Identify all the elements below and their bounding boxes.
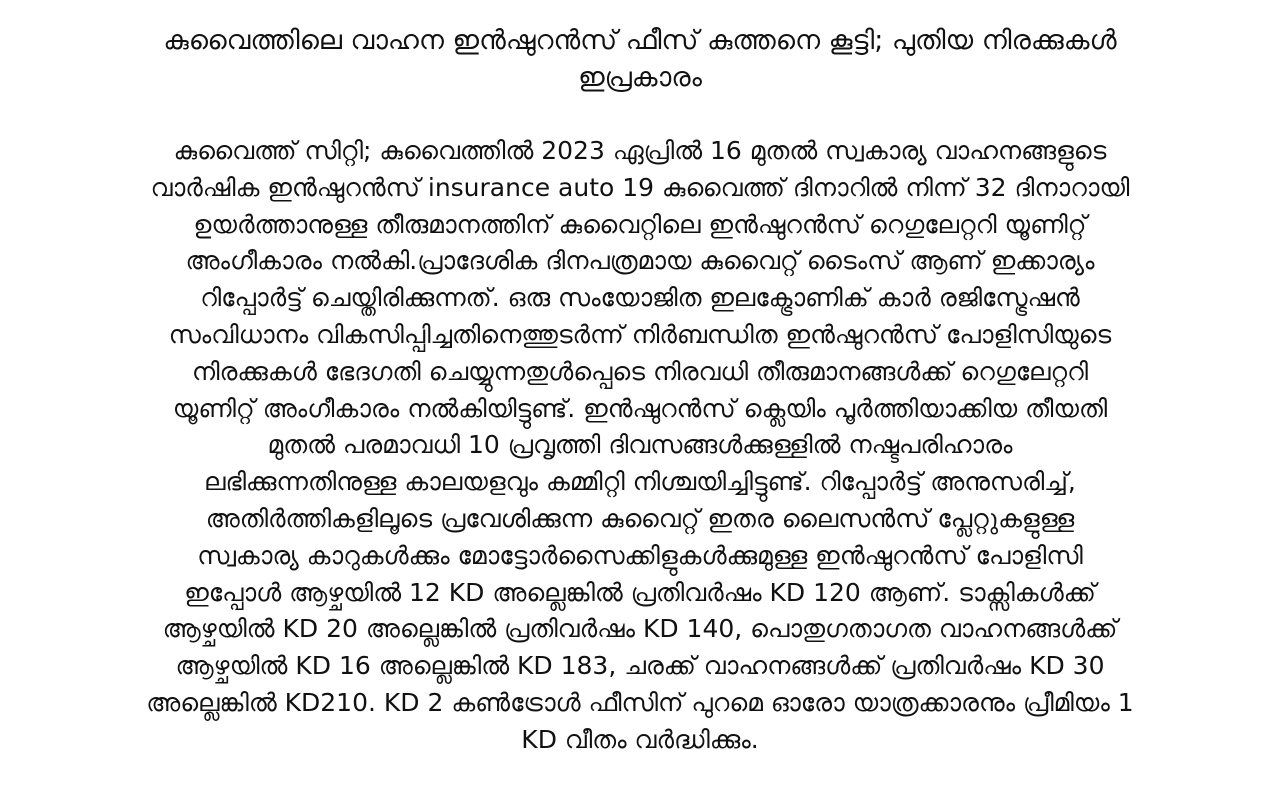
body-line: സംവിധാനം വികസിപ്പിച്ചതിനെത്തുടർന്ന് നിർബന്ധിത ഇൻഷുറൻസ് പോളിസിയുടെ [168, 319, 1112, 349]
body-line: ഇപ്പോൾ ആഴ്ചയിൽ 12 KD അല്ലെങ്കിൽ പ്രതിവർഷം KD 120 ആണ്. ടാക്സികൾക്ക് [184, 577, 1096, 607]
body-line: അംഗീകാരം നൽകി.പ്രാദേശിക ദിനപത്രമായ കുവൈറ്റ് ടൈംസ് ആണ് ഇക്കാര്യം [185, 246, 1095, 276]
body-line: ആഴ്ചയിൽ KD 16 അല്ലെങ്കിൽ KD 183, ചരക്ക് വാഹനങ്ങൾക്ക് പ്രതിവർഷം KD 30 [175, 651, 1105, 681]
title-body-spacer [38, 96, 1242, 133]
body-line: മുതൽ പരമാവധി 10 പ്രവൃത്തി ദിവസങ്ങൾക്കുള്ളിൽ നഷ്ടപരിഹാരം [267, 430, 1013, 460]
body-line: ലഭിക്കുന്നതിനുള്ള കാലയളവും കമ്മിറ്റി നിശ്ചയിച്ചിട്ടുണ്ട്. റിപ്പോർട്ട് അനുസരിച്ച്, [204, 467, 1076, 497]
article-title [38, 22, 1242, 96]
body-line: KD വീതം വർദ്ധിക്കും. [521, 724, 759, 754]
body-line: കുവൈത്ത് സിറ്റി; കുവൈത്തിൽ 2023 ഏപ്രിൽ 16 മുതൽ സ്വകാര്യ വാഹനങ്ങളുടെ [173, 136, 1107, 165]
body-line: അതിർത്തികളിലൂടെ പ്രവേശിക്കുന്ന കുവൈറ്റ് ഇതര ലൈസൻസ് പ്ലേറ്റുകളുള്ള [205, 503, 1075, 533]
body-line: ആഴ്ചയിൽ KD 20 അല്ലെങ്കിൽ പ്രതിവർഷം KD 140, പൊതുഗതാഗത വാഹനങ്ങൾക്ക് [162, 614, 1118, 644]
body-line: അല്ലെങ്കിൽ KD210. KD 2 കൺട്രോൾ ഫീസിന് പുറമെ ഓരോ യാത്രക്കാരനും പ്രീമിയം 1 [146, 687, 1134, 717]
body-line: നിരക്കുകൾ ഭേദഗതി ചെയ്യുന്നതുൾപ്പെടെ നിരവധി തീരുമാനങ്ങൾക്ക് റെഗുലേറ്ററി [191, 356, 1089, 386]
body-line: ഉയർത്താനുള്ള തീരുമാനത്തിന് കുവൈറ്റിലെ ഇൻഷുറൻസ് റെഗുലേറ്ററി യൂണിറ്റ് [193, 209, 1087, 239]
body-line: സ്വകാര്യ കാറുകൾക്കും മോട്ടോർസൈക്കിളുകൾക്കുമുള്ള ഇൻഷുറൻസ് പോളിസി [197, 540, 1083, 570]
article-body [38, 133, 1242, 759]
title-line: കുവൈത്തിലെ വാഹന ഇൻഷുറൻസ് ഫീസ് കുത്തനെ കൂട്ടി; പുതിയ നിരക്കുകൾ [163, 25, 1117, 56]
title-line: ഇപ്രകാരം [578, 62, 702, 93]
body-line: റിപ്പോർട്ട് ചെയ്തിരിക്കുന്നത്. ഒരു സംയോജിത ഇലക്ട്രോണിക് കാർ രജിസ്ട്രേഷൻ [200, 283, 1080, 313]
body-line: വാർഷിക ഇൻഷുറൻസ് insurance auto 19 കുവൈത്ത് ദിനാറിൽ നിന്ന് 32 ദിനാറായി [150, 172, 1130, 202]
body-line: യൂണിറ്റ് അംഗീകാരം നൽകിയിട്ടുണ്ട്. ഇൻഷുറൻസ് ക്ലെയിം പൂർത്തിയാക്കിയ തീയതി [172, 393, 1108, 423]
